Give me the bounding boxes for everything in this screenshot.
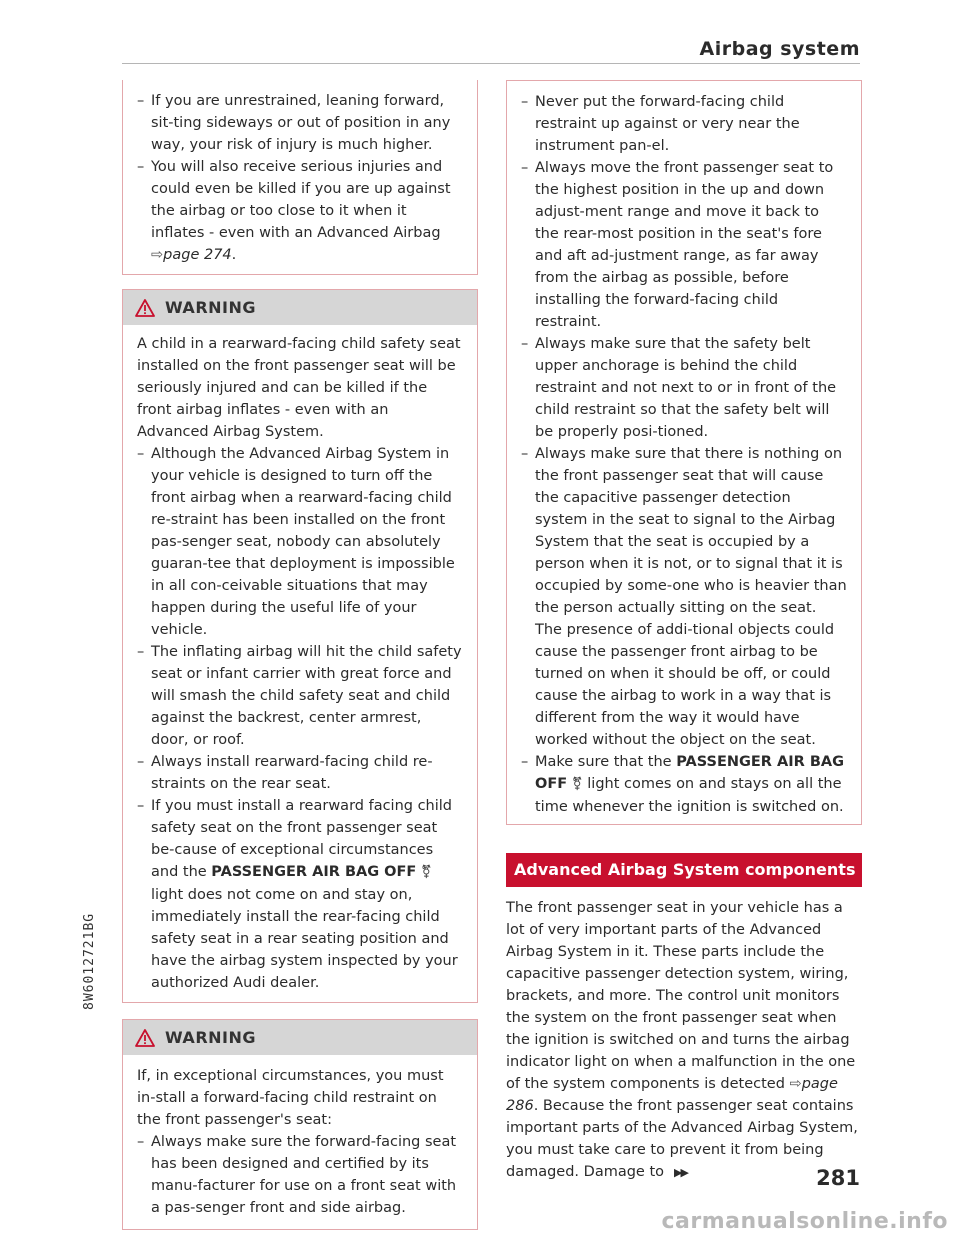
- list-item: – Always install rearward-facing child re-straints on the rear seat.: [137, 751, 463, 795]
- right-arrow-icon: ⇨: [151, 247, 164, 263]
- list-item: – If you are unrestrained, leaning forward, sit-ting sideways or out of position in any way, your risk of injury is much higher.: [137, 90, 463, 156]
- list-item: – Always make sure the forward-facing seat has been designed and certified by its manu-facturer for use on a front seat with a pas-senger front and side airbag.: [137, 1131, 463, 1219]
- passenger-airbag-off-icon: ⚧: [420, 865, 432, 880]
- page-reference-link[interactable]: [151, 247, 232, 263]
- indicator-name: PASSENGER AIR BAG OFF: [535, 754, 845, 792]
- paragraph-text: . Because the front passenger seat contains important parts of the Advanced Airbag System, you must take care to prevent it from being damaged. Damage to: [506, 1098, 858, 1180]
- continued-warning-list: [137, 90, 463, 266]
- page-header-title: Airbag system: [699, 38, 860, 60]
- page-number: 281: [816, 1166, 860, 1190]
- warning-box-1: [122, 289, 478, 1003]
- warning-list: [137, 1131, 463, 1219]
- right-column: [506, 80, 862, 1184]
- warning-triangle-icon: [135, 1029, 155, 1047]
- warning-intro: If, in exceptional circumstances, you must in-stall a forward-facing child restraint on the front passenger's seat:: [137, 1068, 444, 1128]
- right-arrow-icon: ⇨: [789, 1076, 802, 1092]
- continue-arrow-icon: ▶▶: [674, 1166, 687, 1179]
- list-item: – Always move the front passenger seat to the highest position in the up and down adjust-ment range and move it back to the rear-most position in the seat's fore and aft ad-justment range, as far away from the airbag as possible, before installing the forward-facing child restraint.: [521, 157, 847, 333]
- section-title: Advanced Airbag System components: [514, 860, 856, 879]
- warning-triangle-icon: [135, 299, 155, 317]
- warning-title: WARNING: [165, 297, 256, 317]
- section-paragraph: [506, 897, 862, 1184]
- list-item-text: light comes on and stays on all the time whenever the ignition is switched on.: [535, 776, 844, 815]
- watermark: carmanualsonline.info: [661, 1209, 948, 1234]
- punctuation: .: [231, 247, 237, 263]
- page-reference-text: page 274: [163, 247, 232, 263]
- warning-title: WARNING: [165, 1027, 256, 1047]
- document-code: 8W6012721BG: [82, 912, 97, 1010]
- list-item: [137, 156, 463, 266]
- left-column: [122, 80, 478, 1230]
- paragraph-text: The front passenger seat in your vehicle has a lot of very important parts of the Advanced Airbag System in it. These parts include the capacitive passenger detection system, wiring, brackets, and more. The control unit monitors the system on the front passenger seat when the ignition is switched on and turns the airbag indicator light on when a malfunction in the one of the system components is detected: [506, 900, 856, 1092]
- passenger-airbag-off-icon: ⚧: [571, 777, 583, 792]
- list-item: – Although the Advanced Airbag System in your vehicle is designed to turn off the front airbag when a rearward-facing child re-straint has been installed on the front pas-senger seat, nobody can absolutely guaran-tee that deployment is impossible in all con-ceivable situations that may happen during the useful life of your vehicle.: [137, 443, 463, 641]
- list-item-text: You will also receive serious injuries and could even be killed if you are up against the airbag or too close to it when it inflates - even with an Advanced Airbag: [151, 159, 451, 241]
- list-item: – Always make sure that the safety belt upper anchorage is behind the child restraint and not next to or in front of the child restraint so that the safety belt will be properly posi-tioned.: [521, 333, 847, 443]
- list-item: – The inflating airbag will hit the child safety seat or infant carrier with great force and will smash the child safety seat and child against the backrest, center armrest, door, or roof.: [137, 641, 463, 751]
- header-rule: [122, 63, 860, 64]
- indicator-name: PASSENGER AIR BAG OFF: [211, 864, 417, 880]
- warning-header: [123, 1020, 477, 1055]
- list-item: [521, 751, 847, 818]
- list-item-text: If you must install a rearward facing child safety seat on the front passenger seat be-cause of exceptional circumstances and the: [151, 798, 453, 880]
- list-item: – Always make sure that there is nothing on the front passenger seat that will cause the capacitive passenger detection system in the seat to signal to the Airbag System that the seat is occupied by a person when it is not, or to signal that it is occupied by some-one who is heavier than the person actually sitting on the seat. The presence of addi-tional objects could cause the passenger front airbag to be turned on when it should be off, or could cause the airbag to work in a way that is different from the way it would have worked without the object on the seat.: [521, 443, 847, 751]
- list-item-text: Make sure that the: [535, 754, 672, 770]
- warning-header: [123, 290, 477, 325]
- warning-intro: A child in a rearward-facing child safety seat installed on the front passenger seat will be seriously injured and can be killed if the front airbag inflates - even with an Advanced Airbag System.: [137, 336, 461, 440]
- page-reference-text: page 286: [506, 1076, 838, 1114]
- warning-list: [521, 91, 847, 818]
- list-item: [137, 795, 463, 994]
- warning-box-2: [122, 1019, 478, 1230]
- list-item: – Never put the forward-facing child restraint up against or very near the instrument pan-el.: [521, 91, 847, 157]
- list-item-text: light does not come on and stay on, immediately install the rear-facing child safety seat in a rear seating position and have the airbag system inspected by your authorized Audi dealer.: [151, 887, 458, 991]
- continued-warning-box: [122, 80, 478, 275]
- section-heading: [506, 853, 862, 887]
- warning-list: [137, 443, 463, 994]
- continued-warning-box: [506, 80, 862, 825]
